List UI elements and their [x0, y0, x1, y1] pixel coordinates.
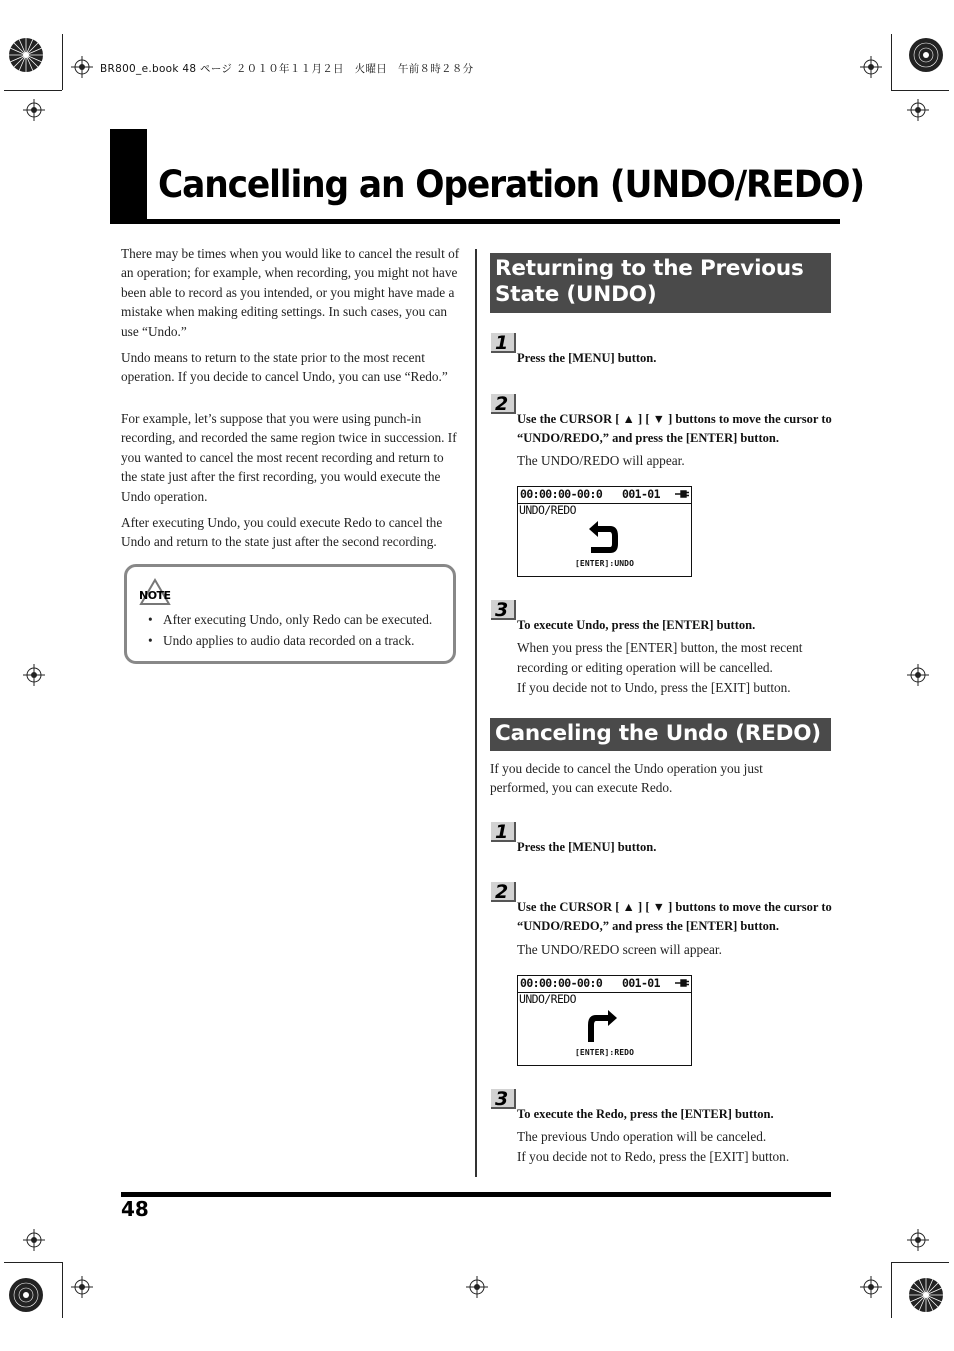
undo-step-3-body: When you press the [ENTER] button, the most recent recording or editing operation will be cancelled. If you decide not to Undo, press the [EXIT] button.	[517, 640, 803, 695]
undo-step-2-number: 2	[491, 394, 516, 414]
undo-step-1-instruction: Press the [MENU] button.	[517, 351, 657, 365]
redo-step-2-number: 2	[491, 882, 516, 902]
intro-paragraph-4: After executing Undo, you could execute Redo to cancel the Undo and return to the state just after the second recording.	[121, 515, 443, 550]
registration-crosshair-icon	[466, 1276, 488, 1298]
redo-arrow-icon	[583, 1006, 623, 1046]
intro-paragraph-2: Undo means to return to the state prior to the most recent operation. If you decide to cancel Undo, you can use “Redo.”	[121, 350, 448, 385]
note-item: • Undo applies to audio data recorded on a track.	[148, 630, 432, 651]
lcd-status-bar	[518, 487, 692, 504]
undo-step-1-number: 1	[491, 333, 516, 353]
note-label: NOTE	[139, 589, 171, 602]
redo-section-heading: Canceling the Undo (REDO)	[490, 718, 831, 751]
undo-step-2-instruction: Use the CURSOR [ ▲ ] [ ▼ ] buttons to move the cursor to “UNDO/REDO,” and press the [ENTER] button.	[517, 412, 832, 446]
power-plug-icon	[674, 978, 690, 988]
undo-lcd-screen	[517, 486, 692, 577]
note-triangle-icon	[138, 578, 174, 608]
lcd-enter-hint: [ENTER]:UNDO	[575, 559, 634, 568]
registration-crosshair-icon	[23, 99, 45, 121]
intro-paragraph-3: For example, let’s suppose that you were using punch-in recording, and recorded the same region twice in succession. If you wanted to cancel the most recent recording and return to the state just after the first recording, you would execute the Undo operation.	[121, 411, 457, 504]
title-bar-block	[110, 129, 147, 224]
lcd-time-position: 00:00:00-00:0	[520, 976, 603, 990]
registration-crosshair-icon	[23, 1229, 45, 1251]
page-title: Cancelling an Operation (UNDO/REDO)	[158, 163, 865, 206]
print-header-meta: BR800_e.book 48 ページ ２０１０年１１月２日 火曜日 午前８時２８分	[100, 63, 474, 75]
redo-step-2-body: The UNDO/REDO screen will appear.	[517, 942, 722, 957]
redo-lcd-screen	[517, 975, 692, 1066]
page-number: 48	[121, 1197, 149, 1221]
redo-step-3-number: 3	[491, 1089, 516, 1109]
lcd-status-bar	[518, 976, 692, 993]
lcd-measure: 001-01	[622, 976, 660, 990]
registration-crosshair-icon	[860, 1276, 882, 1298]
registration-starburst-icon	[908, 1277, 944, 1313]
redo-step-1-instruction: Press the [MENU] button.	[517, 840, 657, 854]
lcd-time-position: 00:00:00-00:0	[520, 487, 603, 501]
redo-step-2-instruction: Use the CURSOR [ ▲ ] [ ▼ ] buttons to move the cursor to “UNDO/REDO,” and press the [ENTER] button.	[517, 900, 832, 934]
registration-crosshair-icon	[71, 56, 93, 78]
column-divider	[475, 249, 477, 1177]
undo-step-3-number: 3	[491, 600, 516, 620]
registration-starburst-icon	[8, 37, 44, 73]
note-list	[148, 609, 432, 651]
lcd-measure: 001-01	[622, 487, 660, 501]
registration-crosshair-icon	[907, 99, 929, 121]
undo-step-3-instruction: To execute Undo, press the [ENTER] button.	[517, 618, 756, 632]
registration-starburst-icon	[908, 37, 944, 73]
registration-starburst-icon	[8, 1277, 44, 1313]
registration-crosshair-icon	[907, 664, 929, 686]
registration-crosshair-icon	[907, 1229, 929, 1251]
undo-section-heading: Returning to the Previous State (UNDO)	[490, 253, 831, 313]
title-rule	[110, 219, 840, 224]
undo-arrow-icon	[583, 517, 623, 557]
registration-crosshair-icon	[71, 1276, 93, 1298]
lcd-enter-hint: [ENTER]:REDO	[575, 1048, 634, 1057]
note-item: • After executing Undo, only Redo can be executed.	[148, 609, 432, 630]
undo-step-2-body: The UNDO/REDO will appear.	[517, 453, 685, 468]
registration-crosshair-icon	[23, 664, 45, 686]
redo-step-3-body: The previous Undo operation will be canceled. If you decide not to Redo, press the [EXIT] button.	[517, 1129, 790, 1164]
footer-rule	[121, 1192, 831, 1197]
intro-paragraph-1: There may be times when you would like to cancel the result of an operation; for example, when recording, you might not have been able to record as you intended, or you might have made a mistake when making editing settings. In such cases, you can use “Undo.”	[121, 246, 460, 339]
redo-step-3-instruction: To execute the Redo, press the [ENTER] button.	[517, 1107, 774, 1121]
lcd-screen-label: UNDO/REDO	[519, 503, 576, 517]
lcd-screen-label: UNDO/REDO	[519, 992, 576, 1006]
redo-step-1-number: 1	[491, 822, 516, 842]
registration-crosshair-icon	[860, 56, 882, 78]
power-plug-icon	[674, 489, 690, 499]
redo-intro-text: If you decide to cancel the Undo operation you just performed, you can execute Redo.	[490, 761, 763, 796]
